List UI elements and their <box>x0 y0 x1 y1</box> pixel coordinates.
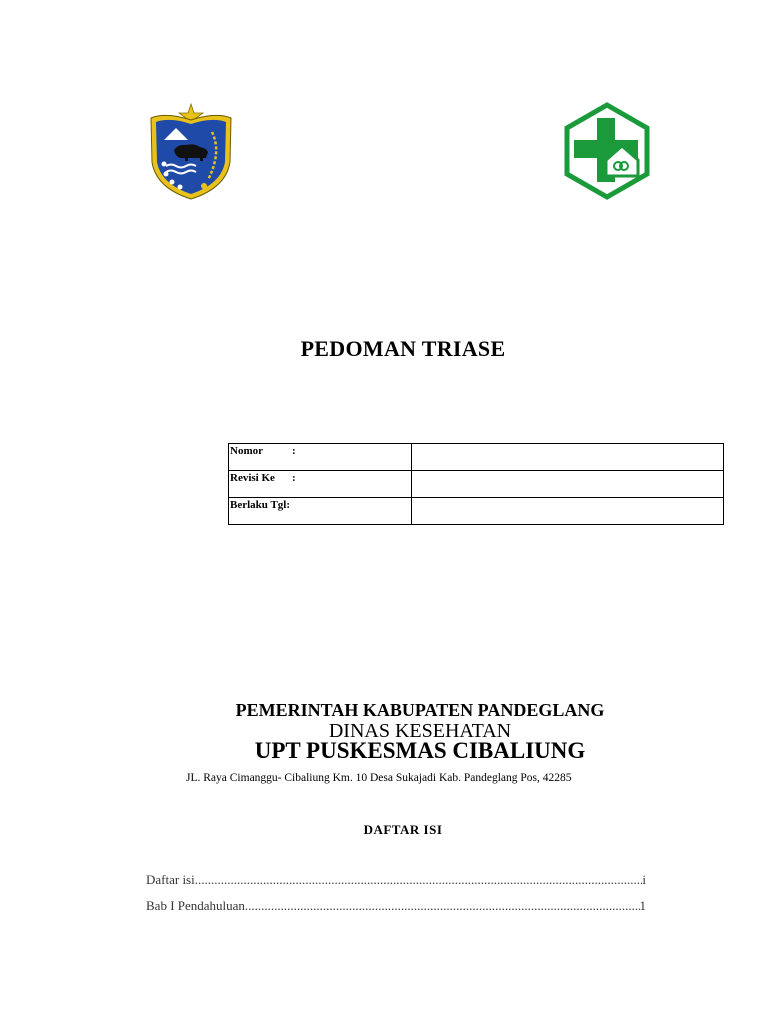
regency-crest-icon <box>146 102 236 202</box>
government-name: PEMERINTAH KABUPATEN PANDEGLANG <box>235 700 605 720</box>
list-item <box>146 872 646 888</box>
department-name: DINAS KESEHATAN <box>328 720 512 742</box>
toc-entry-label: Bab I Pendahuluan <box>146 898 245 913</box>
info-label: Berlaku Tgl: <box>230 499 291 511</box>
unit-name: UPT PUSKESMAS CIBALIUNG <box>254 738 586 763</box>
document-info-table <box>228 443 724 525</box>
info-label-cell <box>229 498 412 525</box>
toc-title: DAFTAR ISI <box>363 822 443 837</box>
list-item <box>146 898 646 914</box>
document-title: PEDOMAN TRIASE <box>300 336 506 361</box>
info-separator: : <box>292 445 296 457</box>
toc-leader-dots <box>245 898 640 914</box>
info-label: Nomor <box>230 445 263 457</box>
toc-entry-page: 1 <box>639 898 646 913</box>
info-label: Revisi Ke <box>230 472 275 484</box>
toc-entry-label: Daftar isi <box>146 872 195 887</box>
toc-leader-dots <box>195 872 643 888</box>
info-label-cell <box>229 471 412 498</box>
info-value-cell <box>412 471 724 498</box>
table-row <box>229 444 724 471</box>
institution-address: JL. Raya Cimanggu- Cibaliung Km. 10 Desa Sukajadi Kab. Pandeglang Pos, 42285 <box>186 772 572 784</box>
table-row <box>229 471 724 498</box>
toc-entry-page: i <box>642 872 646 887</box>
table-row <box>229 498 724 525</box>
info-value-cell <box>412 444 724 471</box>
puskesmas-cross-icon <box>562 102 652 200</box>
info-value-cell <box>412 498 724 525</box>
info-label-cell <box>229 444 412 471</box>
info-separator: : <box>292 472 296 484</box>
